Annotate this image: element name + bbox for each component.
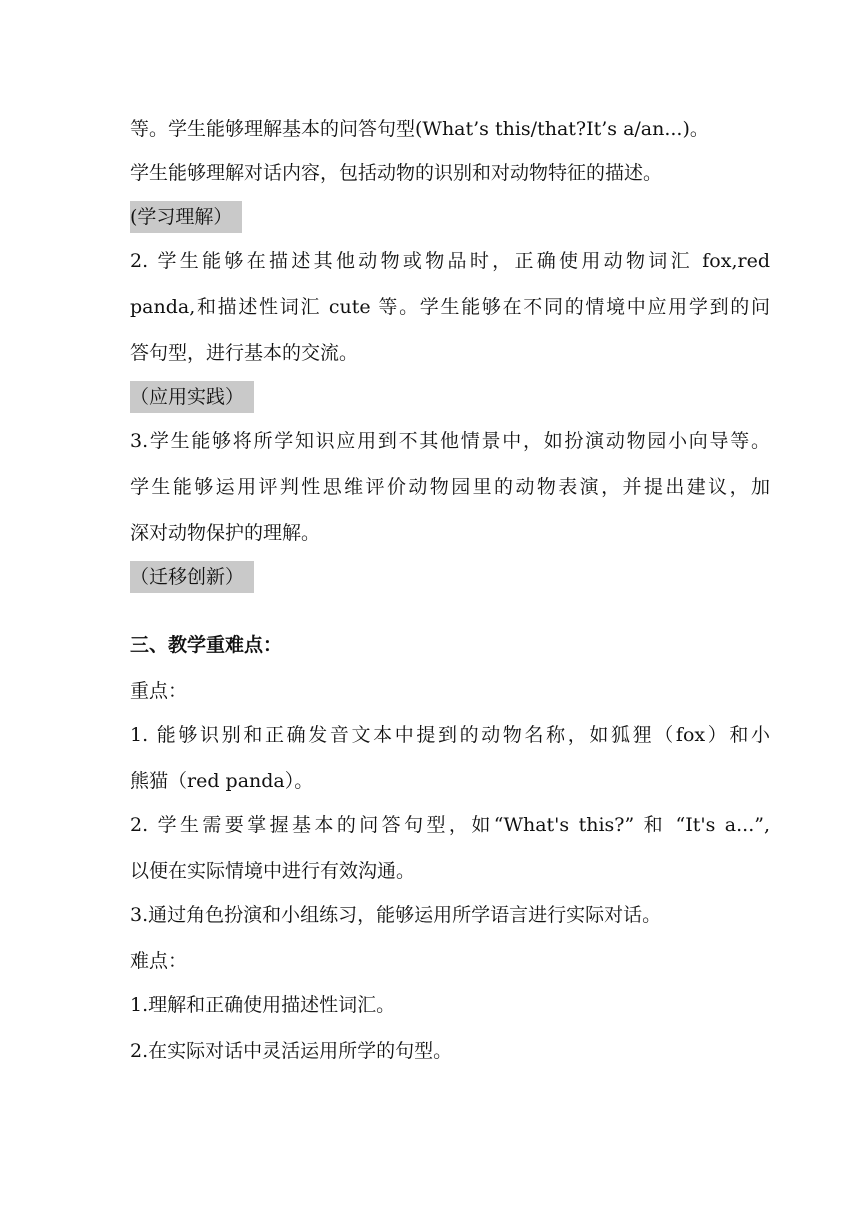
objective-2-tag: （应用实践） — [130, 381, 254, 413]
difficulty-2: 2.在实际对话中灵活运用所学的句型。 — [130, 1040, 453, 1062]
objective-2-line-2: panda,和描述性词汇 cute 等。学生能够在不同的情境中应用学到的问 — [130, 296, 770, 318]
objective-1-line-1: 等。学生能够理解基本的问答句型(What’s this/that?It’s a/an...)。 — [130, 118, 709, 140]
key-point-3: 3.通过角色扮演和小组练习，能够运用所学语言进行实际对话。 — [130, 904, 662, 926]
objective-3-tag: （迁移创新） — [130, 561, 254, 593]
objective-3-line-1: 3.学生能够将所学知识应用到不其他情景中，如扮演动物园小向导等。 — [130, 430, 770, 452]
difficulty-label: 难点： — [130, 950, 188, 972]
key-point-1-line-2: 熊猫（red panda）。 — [130, 770, 314, 792]
objective-3-line-2: 学生能够运用评判性思维评价动物园里的动物表演，并提出建议，加 — [130, 476, 770, 498]
objective-1-tag: (学习理解） — [130, 201, 242, 233]
objective-3-line-3: 深对动物保护的理解。 — [130, 522, 321, 544]
key-point-1-line-1: 1. 能够识别和正确发音文本中提到的动物名称，如狐狸（fox）和小 — [130, 724, 770, 746]
key-point-2-line-2: 以便在实际情境中进行有效沟通。 — [130, 860, 416, 882]
objective-2-line-1: 2. 学生能够在描述其他动物或物品时，正确使用动物词汇 fox,red — [130, 250, 770, 272]
difficulty-1: 1.理解和正确使用描述性词汇。 — [130, 994, 396, 1016]
objective-2-line-3: 答句型，进行基本的交流。 — [130, 342, 359, 364]
section-heading: 三、教学重难点： — [130, 634, 283, 656]
objective-1-line-2: 学生能够理解对话内容，包括动物的识别和对动物特征的描述。 — [130, 162, 663, 184]
key-points-label: 重点： — [130, 680, 188, 702]
key-point-2-line-1: 2. 学生需要掌握基本的问答句型，如“What's this?” 和 “It's a...”, — [130, 814, 770, 836]
